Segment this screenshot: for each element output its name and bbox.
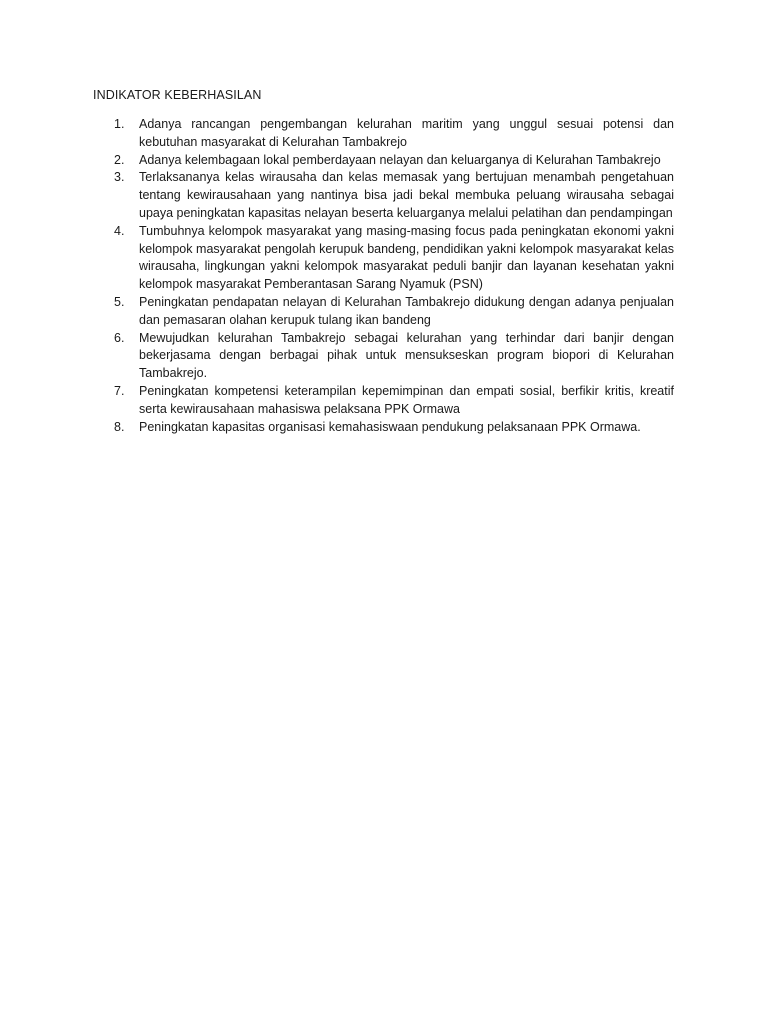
list-item <box>93 169 674 222</box>
list-item-number: 3. <box>114 170 125 185</box>
list-item-text: Adanya kelembagaan lokal pemberdayaan nelayan dan keluarganya di Kelurahan Tambakrejo <box>139 152 661 167</box>
list-item-text: Peningkatan pendapatan nelayan di Kelurahan Tambakrejo didukung dengan adanya penjualan dan pemasaran olahan kerupuk tulang ikan bandeng <box>139 294 674 327</box>
list-item-text: Peningkatan kapasitas organisasi kemahasiswaan pendukung pelaksanaan PPK Ormawa. <box>139 419 641 434</box>
list-item-number: 2. <box>114 152 125 167</box>
section-heading: INDIKATOR KEBERHASILAN <box>93 88 262 102</box>
list-item <box>93 152 674 170</box>
list-item <box>93 330 674 383</box>
list-item <box>93 116 674 152</box>
list-item-text: Terlaksananya kelas wirausaha dan kelas memasak yang bertujuan menambah pengetahuan tentang kewirausahaan yang nantinya bisa jadi bekal membuka peluang wirausaha sebagai upaya peningkatan kapasitas nelayan beserta keluarganya melalui pelatihan dan pendampingan <box>139 170 674 220</box>
list-item-number: 8. <box>114 419 125 434</box>
list-item-text: Adanya rancangan pengembangan kelurahan maritim yang unggul sesuai potensi dan kebutuhan masyarakat di Kelurahan Tambakrejo <box>139 117 674 149</box>
list-item-text: Tumbuhnya kelompok masyarakat yang masing-masing focus pada peningkatan ekonomi yakni kelompok masyarakat pengolah kerupuk bandeng, pendidikan yakni kelompok masyarakat kelas wirausaha, lingkungan yakni kelompok masyarakat peduli banjir dan layanan kesehatan yakni kelompok masyarakat Pemberantasan Sarang Nyamuk (PSN) <box>139 223 674 292</box>
list-item-number: 7. <box>114 383 125 398</box>
list-item <box>93 383 674 419</box>
list-item-number: 4. <box>114 223 125 238</box>
list-item-text: Peningkatan kompetensi keterampilan kepemimpinan dan empati sosial, berfikir kritis, kreatif serta kewirausahaan mahasiswa pelaksana PPK Ormawa <box>139 383 674 416</box>
list-item <box>93 294 674 330</box>
list-item-number: 6. <box>114 330 125 345</box>
list-item <box>93 419 674 437</box>
list-item <box>93 223 674 294</box>
list-item-number: 1. <box>114 117 125 131</box>
list-item-text: Mewujudkan kelurahan Tambakrejo sebagai kelurahan yang terhindar dari banjir dengan bekerjasama dengan berbagai pihak untuk mensukseskan program biopori di Kelurahan Tambakrejo. <box>139 330 674 381</box>
indicator-list <box>93 116 674 436</box>
document-body <box>93 87 674 436</box>
list-item-number: 5. <box>114 294 125 309</box>
